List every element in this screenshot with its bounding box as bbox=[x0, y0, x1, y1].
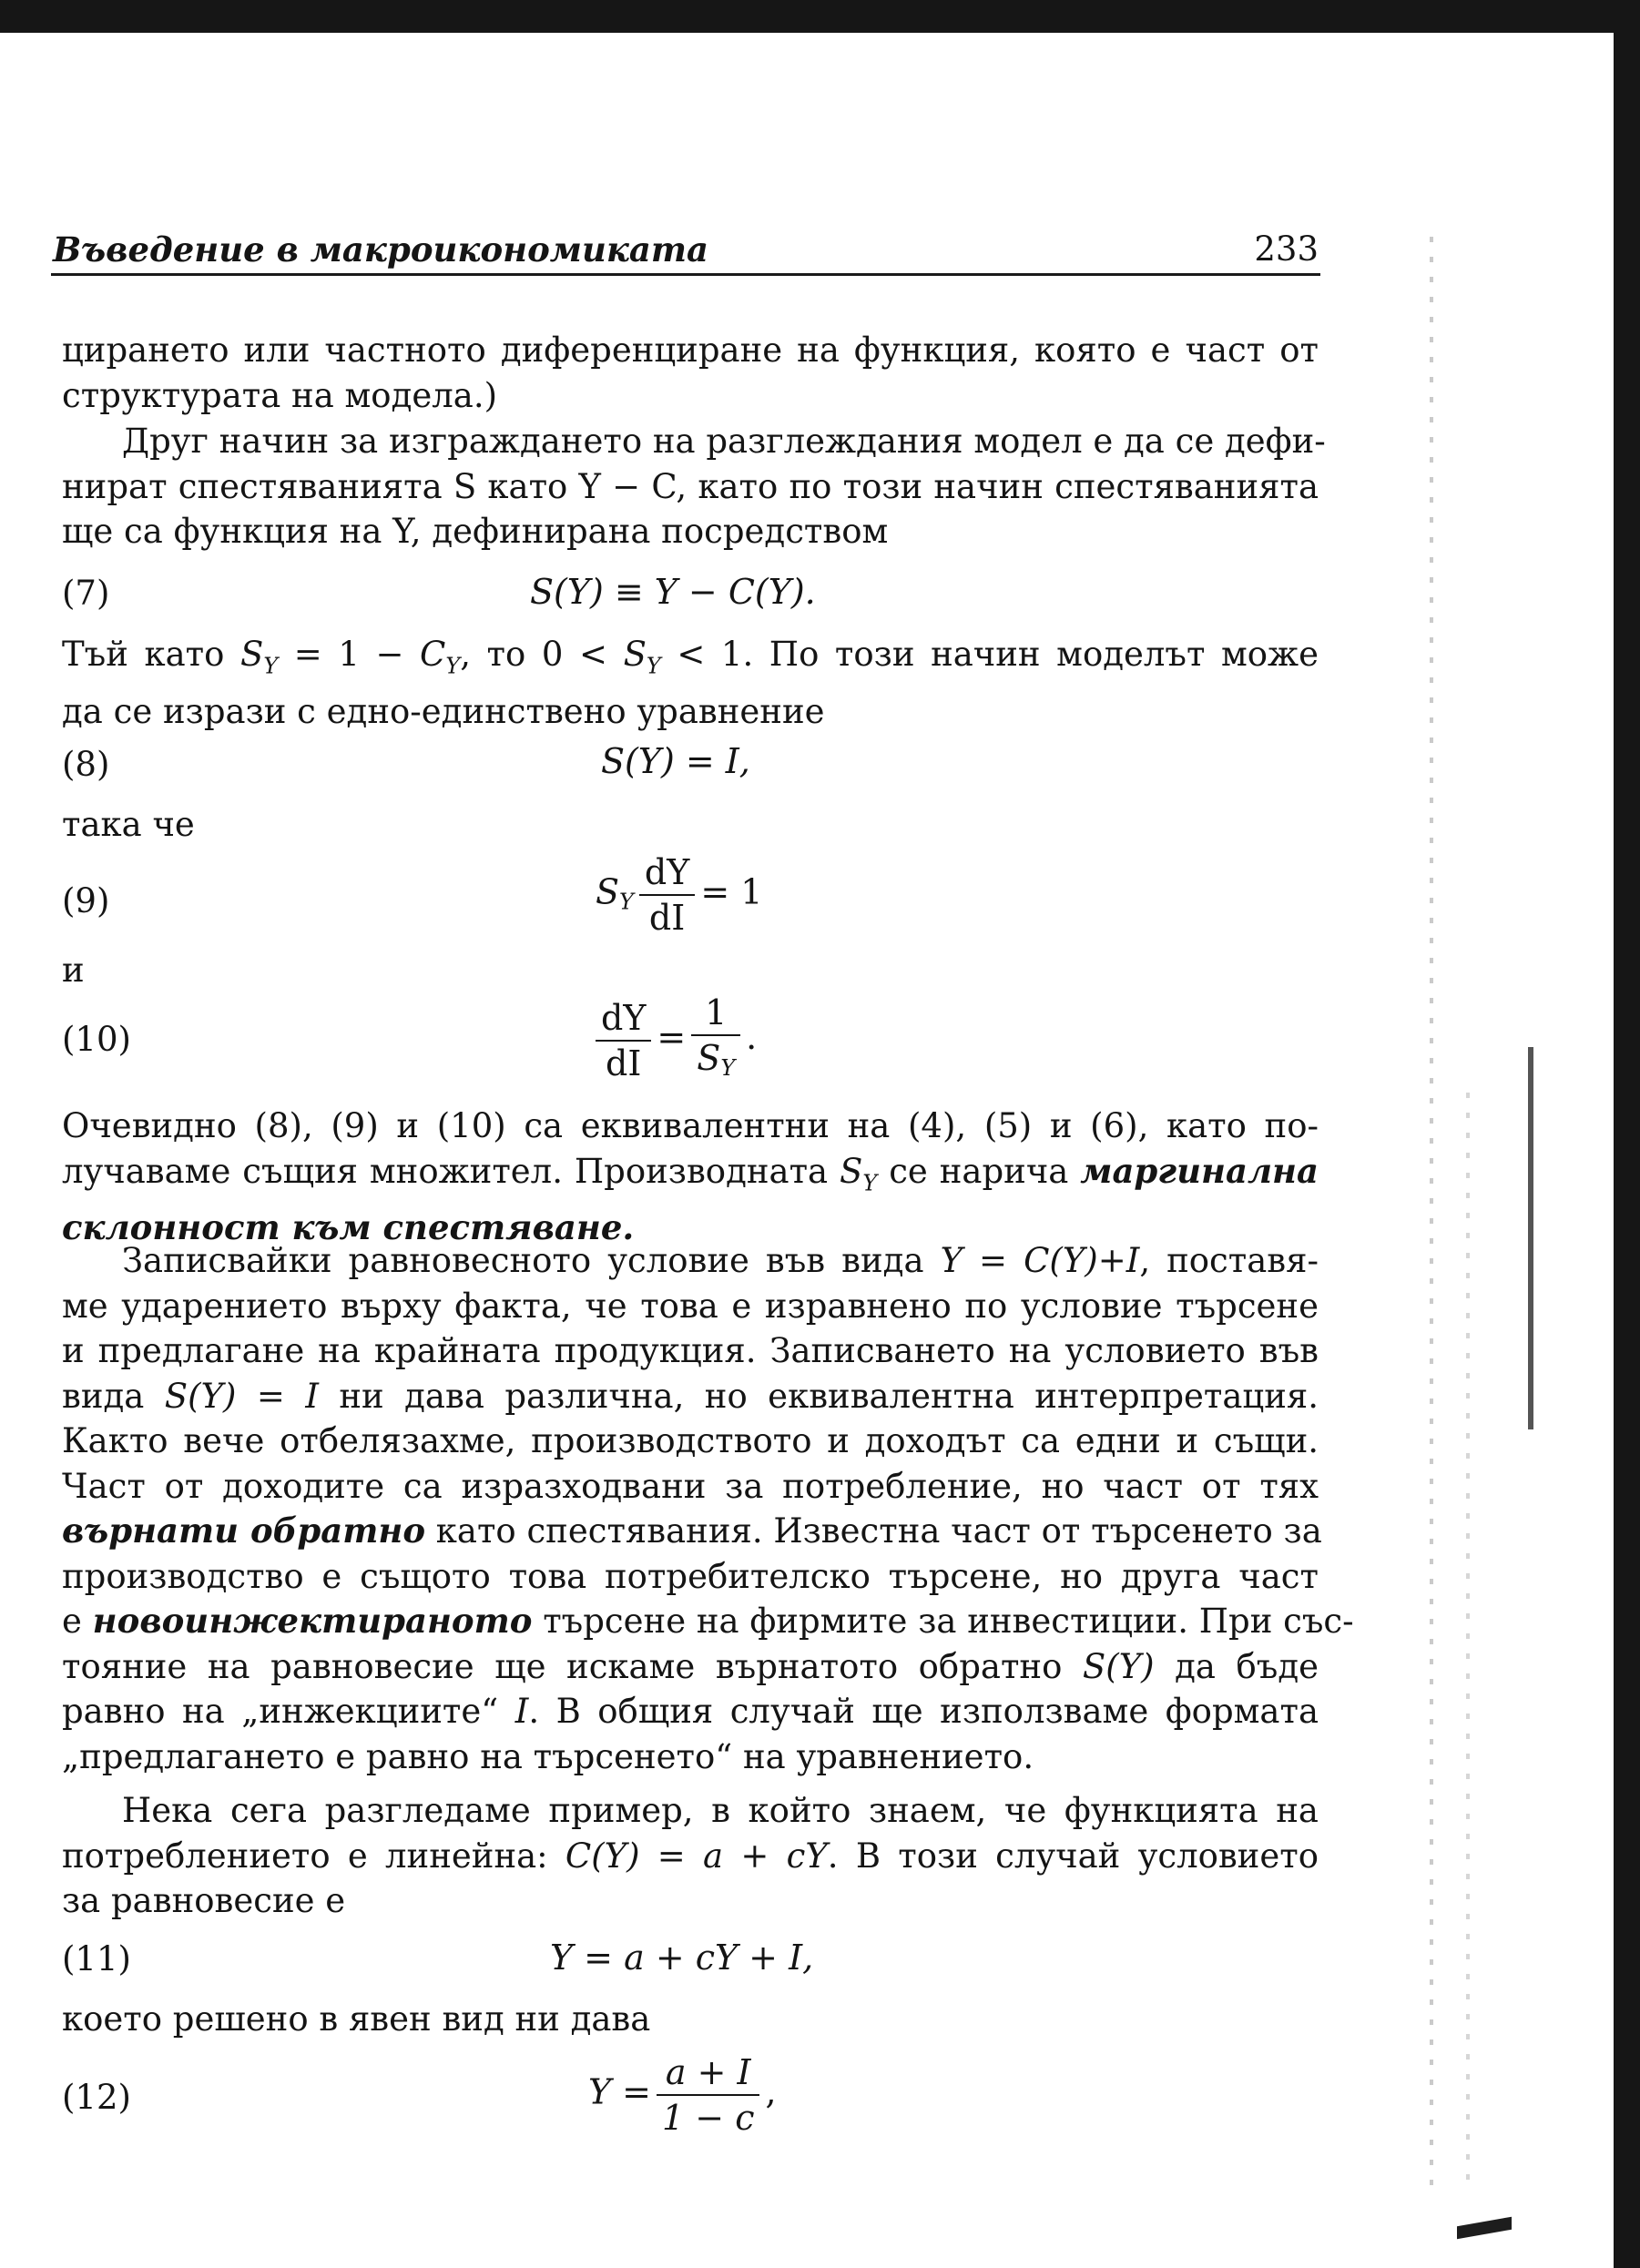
text-line: Както вече отбелязахме, производството и доходът са едни и същи. bbox=[62, 1421, 1319, 1460]
equation-12: Y = $\frac{a + I}{1 - c}$ , bbox=[588, 2052, 777, 2138]
connector-text: така че bbox=[62, 805, 195, 844]
text-line: Записвайки равновесното условие във вида Y = C(Y)+I, поставя- bbox=[122, 1241, 1319, 1280]
text-line: потреблението е линейна: C(Y) = a + cY. В този случай условието bbox=[62, 1836, 1319, 1876]
equation-11: Y = a + cY + I, bbox=[550, 1937, 814, 1978]
text-line: цирането или частното диференциране на функция, която е част от bbox=[62, 331, 1319, 370]
scan-top-border bbox=[0, 0, 1640, 33]
paragraph-5 bbox=[62, 1238, 1354, 1779]
text-line: Друг начин за изграждането на разглеждания модел е да се дефи- bbox=[122, 422, 1326, 461]
scan-corner-mark bbox=[1457, 2217, 1512, 2240]
text-line: е новоинжектираното търсене на фирмите за инвестиции. При със- bbox=[62, 1601, 1354, 1641]
equation-9: $S_Y$ $\frac{dY}{dI}$ = 1 bbox=[596, 852, 763, 938]
text-line: да се изрази с едно-единствено уравнение bbox=[62, 691, 825, 731]
equation-8-label: (8) bbox=[62, 745, 110, 784]
scan-edge-shadow bbox=[1430, 237, 1433, 2185]
paragraph-6 bbox=[62, 1788, 1319, 1924]
connector-text: и bbox=[62, 951, 85, 990]
equation-10-label: (10) bbox=[62, 1020, 131, 1059]
text-line: нират спестяванията S като Y − C, като по този начин спестяванията bbox=[62, 466, 1319, 506]
text-line: Тъй като $S_Y = 1 - C_Y$, то $0 < S_Y < 1$. По този начин моделът може bbox=[62, 635, 1319, 679]
text-line: вида S(Y) = I ни дава различна, но еквивалентна интерпретация. bbox=[62, 1376, 1319, 1416]
equation-7: S(Y) ≡ Y − C(Y). bbox=[530, 572, 816, 612]
text-line: структурата на модела.) bbox=[62, 375, 498, 415]
running-title: Въведение в макроикономиката bbox=[53, 229, 708, 270]
header-rule bbox=[51, 273, 1320, 276]
scan-edge-line bbox=[1528, 1047, 1533, 1429]
text-line: Част от доходите са изразходвани за потребление, но част от тях bbox=[62, 1466, 1319, 1506]
paragraph-2 bbox=[62, 419, 1326, 554]
emphasized-term: маргинална bbox=[1080, 1150, 1319, 1191]
text-line: и предлагане на крайната продукция. Записването на условието във bbox=[62, 1331, 1319, 1370]
equation-7-label: (7) bbox=[62, 574, 110, 613]
text-line: ще са функция на Y, дефинирана посредством bbox=[62, 512, 889, 551]
paragraph-1 bbox=[62, 328, 1319, 418]
text-line: лучаваме същия множител. Производната $S_Y$ се нарича маргинална bbox=[62, 1150, 1319, 1195]
scan-right-border bbox=[1614, 27, 1640, 2268]
text-line: равно на „инжекциите“ I. В общия случай ще използваме формата bbox=[62, 1692, 1319, 1731]
connector-text: което решено в явен вид ни дава bbox=[62, 1999, 651, 2039]
equation-11-label: (11) bbox=[62, 1939, 131, 1978]
emphasized-term: новоинжектираното bbox=[92, 1601, 533, 1641]
text-line: Нека сега разгледаме пример, в който знаем, че функцията на bbox=[122, 1791, 1319, 1830]
equation-9-label: (9) bbox=[62, 881, 110, 920]
paragraph-3 bbox=[62, 632, 1319, 734]
text-line: тояние на равновесие ще искаме върнатото обратно S(Y) да бъде bbox=[62, 1646, 1319, 1686]
paragraph-4 bbox=[62, 1103, 1319, 1251]
emphasized-term: склонност към спестяване. bbox=[62, 1207, 635, 1248]
text-line: ме ударението върху факта, че това е изравнено по условие търсене bbox=[62, 1286, 1319, 1326]
text-line: „предлагането е равно на търсенето“ на уравнението. bbox=[62, 1736, 1034, 1776]
equation-10: $\frac{dY}{dI}$ = $\frac{1}{S_Y}$ . bbox=[590, 992, 757, 1088]
page-number: 233 bbox=[1254, 229, 1319, 269]
text-line: върнати обратно като спестявания. Известна част от търсенето за bbox=[62, 1510, 1322, 1551]
equation-8: S(Y) = I, bbox=[601, 741, 750, 781]
equation-12-label: (12) bbox=[62, 2078, 131, 2117]
text-line: за равновесие е bbox=[62, 1881, 346, 1920]
text-line: производство е същото това потребителско търсене, но друга част bbox=[62, 1556, 1319, 1596]
emphasized-term: върнати обратно bbox=[62, 1510, 425, 1551]
scan-edge-shadow-2 bbox=[1466, 1093, 1470, 2185]
text-line: Очевидно (8), (9) и (10) са еквивалентни на (4), (5) и (6), като по- bbox=[62, 1106, 1319, 1145]
running-header bbox=[53, 229, 1319, 277]
